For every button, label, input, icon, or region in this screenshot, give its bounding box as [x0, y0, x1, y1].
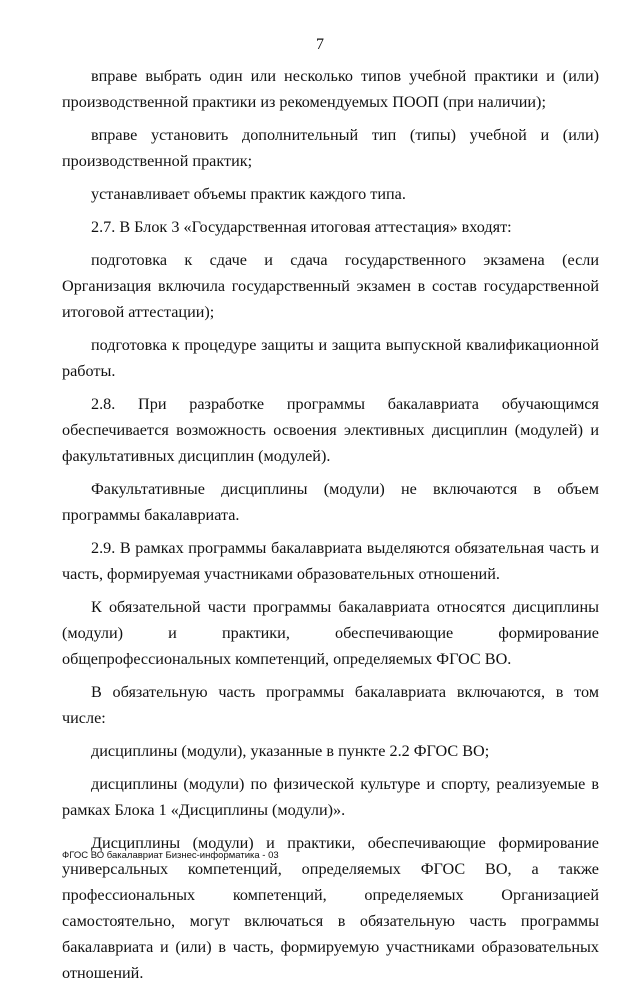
- paragraph: вправе выбрать один или несколько типов учебной практики и (или) производственной практики из рекомендуемых ПООП (при наличии);: [62, 67, 599, 111]
- paragraph: дисциплины (модули) по физической культуре и спорту, реализуемые в рамках Блока 1 «Дисциплины (модули)».: [62, 775, 599, 819]
- paragraph: устанавливает объемы практик каждого типа.: [91, 185, 406, 203]
- paragraph: В обязательную часть программы бакалавриата включаются, в том числе:: [62, 683, 599, 727]
- section-2-8: 2.8. При разработке программы бакалавриата обучающимся обеспечивается возможность освоения элективных дисциплин (модулей) и факультативных дисциплин (модулей).: [62, 395, 599, 465]
- paragraph: Факультативные дисциплины (модули) не включаются в объем программы бакалавриата.: [62, 480, 599, 524]
- paragraph: дисциплины (модули), указанные в пункте 2.2 ФГОС ВО;: [91, 742, 490, 760]
- paragraph: подготовка к процедуре защиты и защита выпускной квалификационной работы.: [62, 336, 599, 380]
- paragraph: вправе установить дополнительный тип (типы) учебной и (или) производственной практик;: [62, 126, 599, 170]
- section-2-9: 2.9. В рамках программы бакалавриата выделяются обязательная часть и часть, формируемая участниками образовательных отношений.: [62, 539, 599, 583]
- paragraph: подготовка к сдаче и сдача государственного экзамена (если Организация включила государственный экзамен в состав государственной итоговой аттестации);: [62, 251, 599, 321]
- paragraph: Дисциплины (модули) и практики, обеспечивающие формирование универсальных компетенций, определяемых ФГОС ВО, а также профессиональных компетенций, определяемых Организацией самостоятельно, могут включаться в обязательную часть программы бакалавриата и (или) в часть, формируемую участниками образовательных отношений.: [62, 834, 599, 982]
- page-footer: ФГОС ВО бакалавриат Бизнес-информатика - 03: [62, 850, 279, 861]
- section-heading-2-7: 2.7. В Блок 3 «Государственная итоговая аттестация» входят:: [91, 218, 512, 236]
- page-number: 7: [316, 36, 324, 53]
- paragraph: К обязательной части программы бакалавриата относятся дисциплины (модули) и практики, обеспечивающие формирование общепрофессиональных компетенций, определяемых ФГОС ВО.: [62, 598, 599, 668]
